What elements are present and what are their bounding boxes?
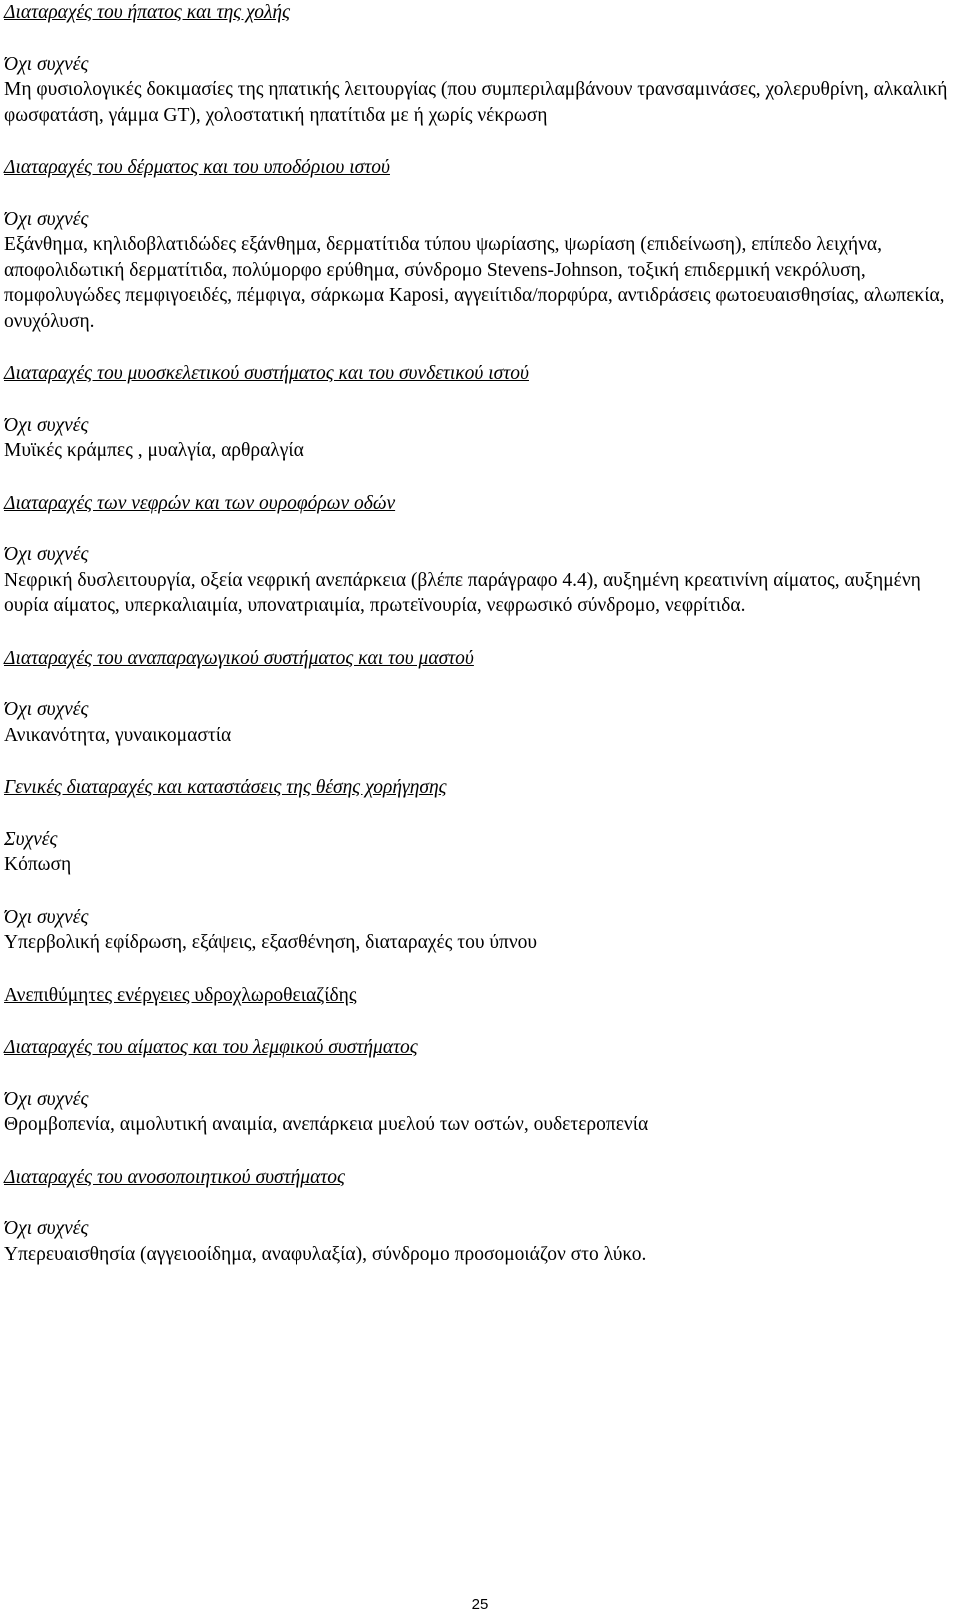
frequency-label: Όχι συχνές bbox=[4, 414, 89, 436]
section-heading: Διαταραχές του ήπατος και της χολής bbox=[4, 2, 290, 23]
section-heading: Διαταραχές του αίματος και του λεμφικού συστήματος bbox=[4, 1037, 418, 1058]
section-heading: Γενικές διαταραχές και καταστάσεις της θέσης χορήγησης bbox=[4, 777, 447, 798]
document-page bbox=[4, 0, 954, 1267]
adverse-effects-text: Κόπωση bbox=[4, 854, 72, 875]
frequency-label: Όχι συχνές bbox=[4, 1218, 89, 1239]
section-heading: Διαταραχές των νεφρών και των ουροφόρων οδών bbox=[4, 492, 396, 514]
frequency-label: Όχι συχνές bbox=[4, 208, 89, 230]
adverse-effects-text: Ανικανότητα, γυναικομαστία bbox=[4, 724, 232, 746]
section-heading: Διαταραχές του ανοσοποιητικού συστήματος bbox=[4, 1166, 345, 1188]
section-heading-hydrochlorothiazide: Ανεπιθύμητες ενέργειες υδροχλωροθειαζίδης bbox=[4, 984, 357, 1006]
section-heading: Διαταραχές του δέρματος και του υποδόριου ιστού bbox=[4, 157, 390, 178]
frequency-label: Όχι συχνές bbox=[4, 53, 89, 75]
section-heading: Διαταραχές του μυοσκελετικού συστήματος και του συνδετικού ιστού bbox=[4, 363, 529, 384]
adverse-effects-text: Νεφρική δυσλειτουργία, οξεία νεφρική ανεπάρκεια (βλέπε παράγραφο 4.4), αυξημένη κρεατινίνη αίματος, αυξημένη ουρία αίματος, υπερκαλιαιμία, υπονατριαιμία, πρωτεϊνουρία, νεφρωσικό σύνδρομο, νεφρίτιδα. bbox=[4, 569, 921, 616]
adverse-effects-text: Εξάνθημα, κηλιδοβλατιδώδες εξάνθημα, δερματίτιδα τύπου ψωρίασης, ψωρίαση (επιδείνωση), επίπεδο λειχήνα, αποφολιδωτική δερματίτιδα, πολύμορφο ερύθημα, σύνδρομο Stevens-Johnson, τοξική επιδερμική νεκρόλυση, πομφολυγώδες πεμφιγοειδές, πέμφιγα, σάρκωμα Kaposi, αγγειίτιδα/πορφύρα, αντιδράσεις φωτοευαισθησίας, αλωπεκία, ονυχόλυση. bbox=[4, 234, 945, 332]
frequency-label: Όχι συχνές bbox=[4, 699, 89, 720]
adverse-effects-text: Υπερβολική εφίδρωση, εξάψεις, εξασθένηση, διαταραχές του ύπνου bbox=[4, 932, 538, 953]
frequency-label: Όχι συχνές bbox=[4, 1088, 89, 1110]
adverse-effects-text: Θρομβοπενία, αιμολυτική αναιμία, ανεπάρκεια μυελού των οστών, ουδετεροπενία bbox=[4, 1114, 649, 1135]
section-heading: Διαταραχές του αναπαραγωγικού συστήματος και του μαστού bbox=[4, 647, 474, 669]
page-number: 25 bbox=[471, 1596, 489, 1613]
frequency-label: Συχνές bbox=[4, 828, 58, 850]
adverse-effects-text: Μη φυσιολογικές δοκιμασίες της ηπατικής λειτουργίας (που συμπεριλαμβάνουν τρανσαμινάσες, χολερυθρίνη, αλκαλική φωσφατάση, γάμμα GT), χολοστατική ηπατίτιδα με ή χωρίς νέκρωση bbox=[4, 79, 948, 126]
frequency-label: Όχι συχνές bbox=[4, 544, 89, 565]
adverse-effects-text: Μυϊκές κράμπες , μυαλγία, αρθραλγία bbox=[4, 440, 304, 461]
adverse-effects-text: Υπερευαισθησία (αγγειοοίδημα, αναφυλαξία), σύνδρομο προσομοιάζον στο λύκο. bbox=[4, 1243, 647, 1265]
frequency-label: Όχι συχνές bbox=[4, 906, 89, 928]
